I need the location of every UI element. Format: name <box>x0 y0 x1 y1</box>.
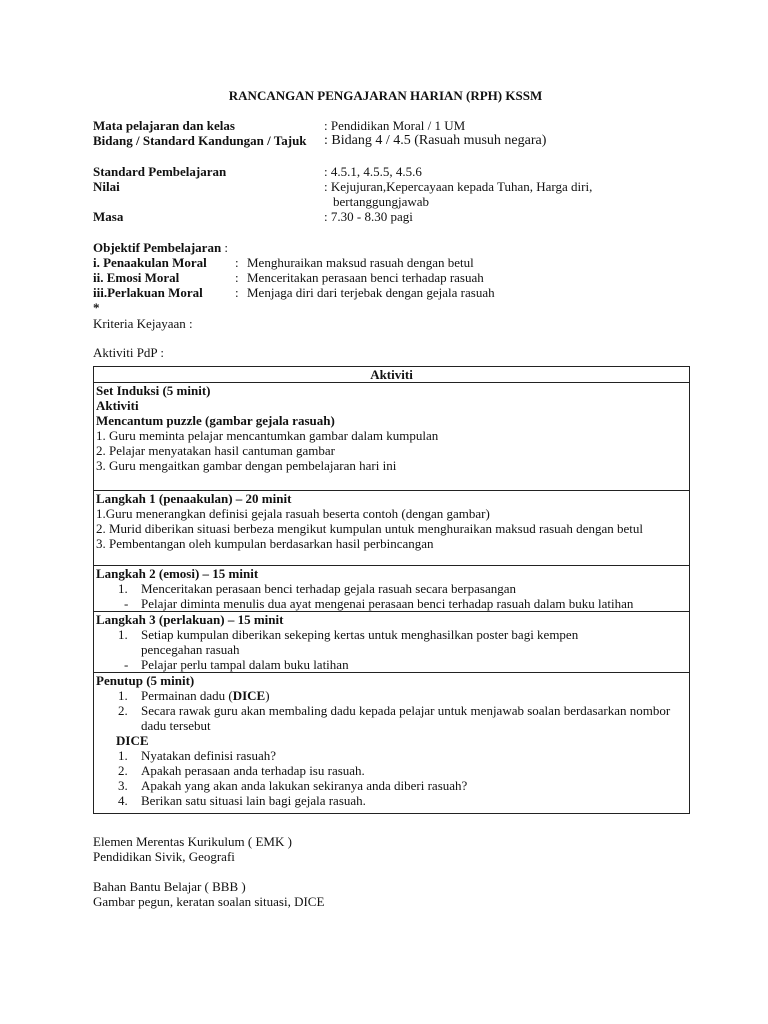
list-item: 3. Apakah yang akan anda lakukan sekiranya anda diberi rasuah? <box>118 778 468 793</box>
bidang-value: : Bidang 4 / 4.5 (Rasuah musuh negara) <box>324 133 547 148</box>
kriteria-kejayaan: Kriteria Kejayaan : <box>93 316 193 331</box>
list-item: 1.Guru menerangkan definisi gejala rasuah beserta contoh (dengan gambar) <box>96 506 490 521</box>
list-item: 2. Pelajar menyatakan hasil cantuman gambar <box>96 443 335 458</box>
activity-table <box>93 366 690 814</box>
objektif-label: ii. Emosi Moral <box>93 270 180 285</box>
langkah2-title: Langkah 2 (emosi) – 15 minit <box>96 566 259 581</box>
list-item: 1. Permainan dadu (DICE) <box>118 688 270 703</box>
info-row-bidang <box>93 133 693 148</box>
objektif-label: iii.Perlakuan Moral <box>93 285 203 300</box>
objektif-row-emosi: ii. Emosi Moral : Menceritakan perasaan benci terhadap rasuah <box>93 270 484 285</box>
list-item: 2. Murid diberikan situasi berbeza mengikut kumpulan untuk menghuraikan maksud rasuah dengan betul <box>96 521 643 536</box>
footer-section <box>93 834 693 909</box>
dice-label: DICE <box>116 733 149 748</box>
aktiviti-pdp: Aktiviti PdP : <box>93 345 165 360</box>
set-induksi-title: Set Induksi (5 minit) <box>96 383 211 398</box>
list-item: 1. Menceritakan perasaan benci terhadap gejala rasuah secara berpasangan <box>118 581 516 596</box>
list-item: 2. Apakah perasaan anda terhadap isu rasuah. <box>118 763 365 778</box>
masa-label: Masa <box>93 209 124 224</box>
list-item: 3. Pembentangan oleh kumpulan berdasarkan hasil perbincangan <box>96 536 434 551</box>
set-induksi-sub: Aktiviti <box>96 398 139 413</box>
masa-value: : 7.30 - 8.30 pagi <box>324 209 413 224</box>
lesson-info <box>93 118 693 360</box>
objektif-heading: Objektif Pembelajaran : <box>93 240 229 255</box>
langkah3-cell <box>94 612 690 673</box>
info-row-masa <box>93 209 693 224</box>
langkah2-cell <box>94 566 690 612</box>
star-marker: * <box>93 300 100 315</box>
info-row-nilai-cont <box>93 194 693 209</box>
mata-value: : Pendidikan Moral / 1 UM <box>324 118 466 133</box>
mata-label: Mata pelajaran dan kelas <box>93 118 235 133</box>
document-title: RANCANGAN PENGAJARAN HARIAN (RPH) KSSM <box>228 88 543 103</box>
list-item: 1. Setiap kumpulan diberikan sekeping kertas untuk menghasilkan poster bagi kempen pencegahan rasuah <box>118 627 579 657</box>
objektif-label: i. Penaakulan Moral <box>93 255 207 270</box>
emk-label: Elemen Merentas Kurikulum ( EMK ) <box>93 834 292 849</box>
info-row-mata <box>93 118 693 133</box>
bbb-value: Gambar pegun, keratan soalan situasi, DICE <box>93 894 325 909</box>
penutup-cell <box>94 673 690 814</box>
emk-value: Pendidikan Sivik, Geografi <box>93 849 235 864</box>
list-item: 3. Guru mengaitkan gambar dengan pembelajaran hari ini <box>96 458 397 473</box>
activity-table-header: Aktiviti <box>94 367 690 383</box>
bidang-label: Bidang / Standard Kandungan / Tajuk <box>93 133 307 148</box>
info-row-standard <box>93 164 693 179</box>
objektif-value: Menghuraikan maksud rasuah dengan betul <box>247 255 474 270</box>
nilai-value-continued: bertanggungjawab <box>333 194 430 209</box>
nilai-label: Nilai <box>93 179 120 194</box>
langkah1-title: Langkah 1 (penaakulan) – 20 minit <box>96 491 292 506</box>
penutup-title: Penutup (5 minit) <box>96 673 195 688</box>
langkah3-title: Langkah 3 (perlakuan) – 15 minit <box>96 612 284 627</box>
standard-value: : 4.5.1, 4.5.5, 4.5.6 <box>324 164 422 179</box>
list-item: 2. Secara rawak guru akan membaling dadu kepada pelajar untuk menjawab soalan berdasarkan nombor dadu tersebut <box>118 703 671 733</box>
standard-label: Standard Pembelajaran <box>93 164 227 179</box>
objektif-value: Menjaga diri dari terjebak dengan gejala rasuah <box>247 285 495 300</box>
list-item: 4. Berikan satu situasi lain bagi gejala rasuah. <box>118 793 366 808</box>
list-item: - Pelajar perlu tampal dalam buku latihan <box>124 657 349 672</box>
list-item: - Pelajar diminta menulis dua ayat mengenai perasaan benci terhadap rasuah dalam buku latihan <box>124 596 634 611</box>
nilai-value: : Kejujuran,Kepercayaan kepada Tuhan, Harga diri, <box>324 179 593 194</box>
objektif-row-penaakulan: i. Penaakulan Moral : Menghuraikan maksud rasuah dengan betul <box>93 255 474 270</box>
objektif-row-perlakuan: iii.Perlakuan Moral : Menjaga diri dari terjebak dengan gejala rasuah <box>93 285 495 300</box>
langkah1-cell <box>94 491 690 566</box>
set-induksi-cell <box>94 383 690 491</box>
bbb-label: Bahan Bantu Belajar ( BBB ) <box>93 879 246 894</box>
objektif-value: Menceritakan perasaan benci terhadap rasuah <box>247 270 484 285</box>
list-item: 1. Guru meminta pelajar mencantumkan gambar dalam kumpulan <box>96 428 439 443</box>
set-induksi-sub: Mencantum puzzle (gambar gejala rasuah) <box>96 413 335 428</box>
list-item: 1. Nyatakan definisi rasuah? <box>118 748 277 763</box>
info-row-nilai <box>93 179 693 194</box>
